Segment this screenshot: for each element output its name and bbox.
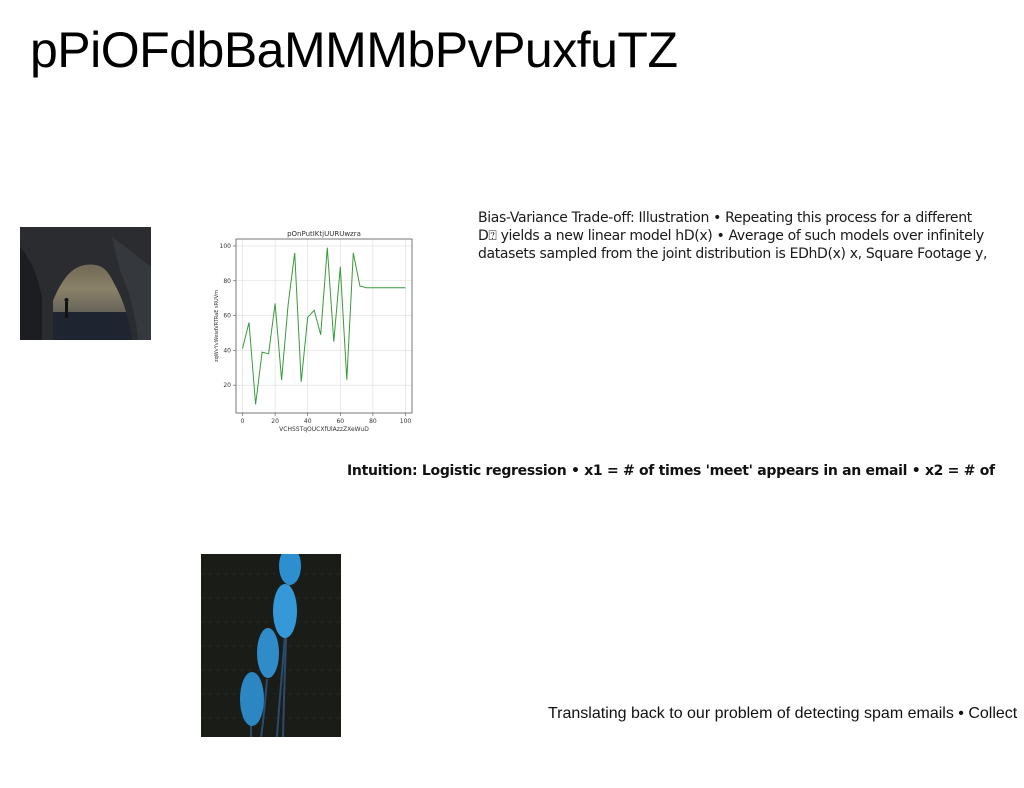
chart-x-label: VCHSSTqOUCXfUlAzzZXeWuD (279, 426, 369, 433)
line-chart (208, 225, 420, 437)
logistic-regression-text: Intuition: Logistic regression • x1 = # of times 'meet' appears in an email • x2 = # of (347, 463, 995, 479)
text-line: datasets sampled from the joint distribution is EDhD(x) x, Square Footage y, (478, 246, 988, 262)
chart-plot-frame (236, 239, 412, 413)
bias-variance-text (478, 209, 1024, 263)
chart-x-tick-label: 100 (399, 418, 412, 425)
chart-y-tick-label: 20 (223, 382, 231, 390)
chart-y-tick-label: 100 (219, 242, 231, 250)
plant-photo (201, 554, 341, 737)
chart-y-label: zqWvYvWesdVRTRaE sRUVm (214, 289, 220, 363)
chart-x-tick-label: 40 (303, 418, 312, 425)
chart-x-tick-label: 60 (336, 418, 345, 425)
chart-title: pOnPutIKtjUURUwzra (287, 230, 361, 238)
chart-y-tick-label: 80 (223, 277, 231, 285)
chart-y-tick-label: 40 (223, 347, 231, 355)
chart-series-line (243, 248, 406, 405)
slide-title: pPiOFdbBaMMMbPvPuxfuTZ (30, 22, 678, 78)
chart-x-tick-label: 80 (369, 418, 377, 425)
chart-x-tick-label: 20 (271, 418, 279, 425)
text-line: D⍰ yields a new linear model hD(x) • Average of such models over infinitely (478, 228, 984, 244)
spam-detection-text: Translating back to our problem of detecting spam emails • Collect (548, 705, 1018, 722)
chart-x-tick-label: 0 (240, 418, 245, 425)
arch-photo (20, 227, 151, 340)
text-line: Bias-Variance Trade-off: Illustration • Repeating this process for a different (478, 210, 972, 226)
chart-y-tick-label: 60 (223, 312, 231, 320)
